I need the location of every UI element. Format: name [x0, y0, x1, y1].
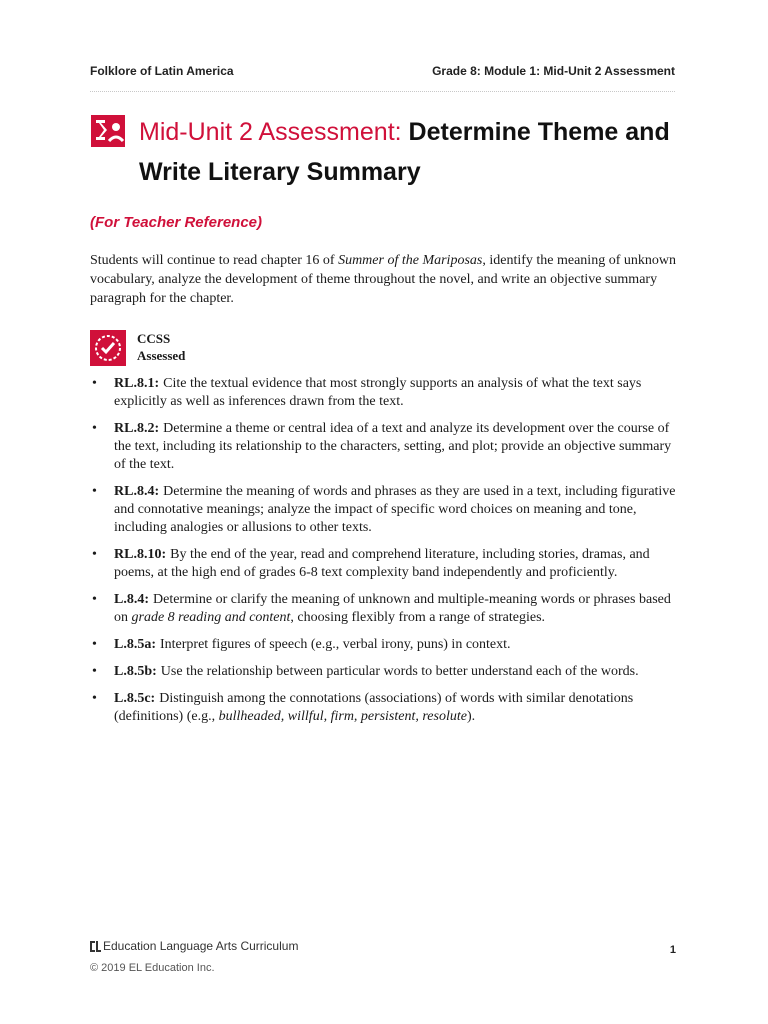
title-rest: Determine Theme and Write Literary Summary [139, 118, 670, 186]
el-brand-icon [90, 941, 101, 952]
standard-text: Determine the meaning of words and phrases as they are used in a text, including figurative and connotative meanings; analyze the impact of specific word choices on meaning and tone, including analogies or allusions to other texts. [114, 484, 676, 535]
list-item [90, 690, 678, 726]
header-divider [90, 91, 675, 92]
title-block [90, 112, 688, 192]
header-right: Grade 8: Module 1: Mid-Unit 2 Assessment [432, 64, 675, 78]
header-left: Folklore of Latin America [90, 64, 234, 78]
standard-code: RL.8.10: [114, 547, 167, 562]
page-number: 1 [669, 944, 676, 956]
standard-text: Use the relationship between particular words to better understand each of the words. [160, 664, 639, 679]
standard-text-italic: grade 8 reading and content [131, 610, 291, 625]
teacher-reference-label: (For Teacher Reference) [90, 214, 263, 231]
standard-text-before: Distinguish among the connotations (associations) of words with similar denotations (definitions) (e.g., [114, 691, 634, 724]
list-item [90, 546, 678, 582]
list-item [90, 591, 678, 627]
standard-code: L.8.4: [114, 592, 149, 607]
standard-text-italic: bullheaded, willful, firm, persistent, resolute [218, 709, 467, 724]
footer-brand-text: Education Language Arts Curriculum [103, 939, 299, 953]
standard-text: By the end of the year, read and comprehend literature, including stories, dramas, and poems, at the high end of grades 6-8 text complexity band independently and proficiently. [114, 547, 650, 580]
standards-list [90, 375, 678, 735]
intro-before: Students will continue to read chapter 16 of [90, 253, 339, 268]
standard-text-before: Determine or clarify the meaning of unknown and multiple-meaning words or phrases based on [114, 592, 671, 625]
standard-text: Interpret figures of speech (e.g., verbal irony, puns) in context. [160, 637, 511, 652]
standard-code: RL.8.4: [114, 484, 160, 499]
ccss-line1: CCSS [137, 331, 171, 346]
list-item [90, 420, 678, 474]
title-lead: Mid-Unit 2 Assessment: [139, 118, 409, 146]
standard-code: RL.8.1: [114, 376, 160, 391]
intro-paragraph [90, 251, 676, 308]
ccss-label [137, 330, 185, 364]
page-title [139, 112, 688, 192]
intro-book-title: Summer of the Mariposas [338, 253, 483, 268]
standard-code: L.8.5a: [114, 637, 156, 652]
ccss-line2: Assessed [137, 348, 186, 363]
standard-code: L.8.5b: [114, 664, 157, 679]
standard-code: L.8.5c: [114, 691, 156, 706]
footer-brand [90, 939, 298, 953]
assessment-logo-icon [90, 112, 128, 150]
standard-text: Determine a theme or central idea of a text and analyze its development over the course of the text, including its relationship to the characters, setting, and plot; provide an objective summary of the text. [114, 421, 672, 472]
ccss-seal-icon [90, 330, 126, 366]
ccss-heading [90, 330, 185, 366]
list-item [90, 375, 678, 411]
list-item [90, 636, 678, 654]
list-item [90, 483, 678, 537]
standard-code: RL.8.2: [114, 421, 160, 436]
footer-copyright: © 2019 EL Education Inc. [90, 962, 215, 974]
standard-text-after: , choosing flexibly from a range of strategies. [290, 610, 546, 625]
intro-after: , identify the meaning of unknown vocabulary, analyze the development of theme throughout the novel, and write an objective summary paragraph for the chapter. [90, 253, 676, 306]
standard-text: Cite the textual evidence that most strongly supports an analysis of what the text says explicitly as well as inferences drawn from the text. [114, 376, 642, 409]
standard-text-after: ). [466, 709, 476, 724]
list-item [90, 663, 678, 681]
page-header [90, 64, 675, 78]
